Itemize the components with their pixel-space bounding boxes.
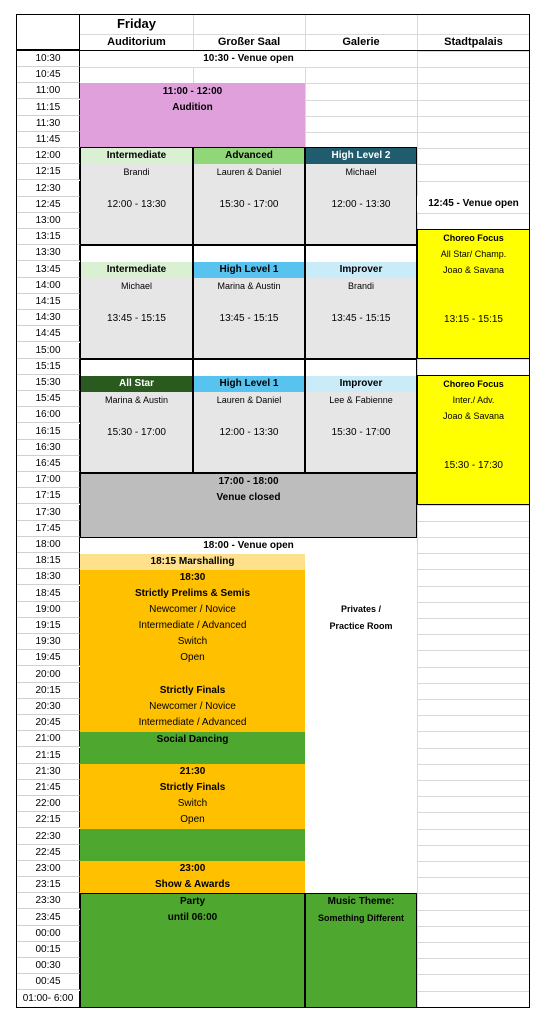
strictly-finals-2-line-2: Open [180,814,205,825]
class-all-star-head: All Star [118,378,154,389]
time-slot: 12:00 [16,148,80,164]
choreo-focus-2 [417,375,530,505]
music-theme-block [305,893,417,1008]
class-improver-2-teacher: Lee & Fabienne [329,395,393,405]
privates-block [305,554,417,894]
class-improver-1-head: Improver [339,264,383,275]
venue-open-1030-text: 10:30 - Venue open [203,53,294,64]
class-improver-1-teacher: Brandi [347,281,374,291]
class-advanced-1 [193,147,305,245]
time-slot: 10:30 [16,51,80,67]
time-slot: 11:15 [16,100,80,116]
choreo-focus-2-teacher: Joao & Savana [442,411,505,421]
social-dancing-block [80,732,305,764]
privates-label: Privates / [340,604,382,614]
strictly-finals-2-title: Strictly Finals [159,782,226,793]
time-slot: 19:00 [16,602,80,618]
time-slot: 14:45 [16,326,80,342]
time-slot: 22:15 [16,812,80,828]
time-slot: 17:30 [16,505,80,521]
time-slot: 11:00 [16,83,80,99]
venue-open-1800-block [80,538,417,554]
class-advanced-1-head: Advanced [225,150,273,161]
social-dancing-text: Social Dancing [156,734,229,745]
time-slot: 17:45 [16,521,80,537]
class-improver-2-head: Improver [339,378,383,389]
class-high-level-2-head: High Level 2 [331,150,391,161]
marshalling-text: 18:15 Marshalling [150,556,235,567]
time-slot: 00:45 [16,974,80,990]
class-intermediate-1-teacher: Brandi [123,167,150,177]
time-slot: 23:15 [16,877,80,893]
party-until: until 06:00 [167,912,218,923]
time-slot: 19:30 [16,634,80,650]
choreo-focus-1-level: All Star/ Champ. [440,249,507,259]
choreo-focus-1-time: 13:15 - 15:15 [444,314,503,325]
time-slot: 14:30 [16,310,80,326]
venue-open-1245-block [417,196,530,212]
class-intermediate-1 [80,147,193,245]
show-awards-block [80,861,305,893]
class-intermediate-1-time: 12:00 - 13:30 [107,199,166,210]
strictly-prelims-line-1: Newcomer / Novice [149,604,236,615]
show-awards-time: 23:00 [179,863,206,874]
social-gap-block [80,829,305,861]
time-slot: 17:15 [16,488,80,504]
time-slot: 22:00 [16,796,80,812]
time-slot: 21:30 [16,764,80,780]
time-slot: 15:15 [16,359,80,375]
choreo-focus-1-teacher: Joao & Savana [442,265,505,275]
strictly-finals-2-time: 21:30 [179,766,206,777]
time-slot: 19:15 [16,618,80,634]
strictly-prelims-title: Strictly Prelims & Semis [134,588,251,599]
class-all-star-time: 15:30 - 17:00 [107,427,166,438]
class-high-level-2 [305,147,417,245]
strictly-finals-2-block [80,764,305,829]
time-slot: 20:30 [16,699,80,715]
time-slot: 16:45 [16,456,80,472]
time-slot: 01:00- 6:00 [16,991,80,1008]
schedule-sheet [16,14,530,1008]
class-intermediate-2-head: Intermediate [106,264,167,275]
class-improver-1-time: 13:45 - 15:15 [331,313,391,324]
time-slot: 12:30 [16,181,80,197]
time-slot: 15:00 [16,343,80,359]
class-advanced-1-teacher: Lauren & Daniel [216,167,282,177]
strictly-finals-2-line-1: Switch [177,798,208,809]
class-improver-2 [305,359,417,473]
time-slot: 12:15 [16,164,80,180]
strictly-prelims-block [80,570,305,732]
time-slot: 21:45 [16,780,80,796]
time-slot: 16:00 [16,407,80,423]
time-slot: 18:00 [16,537,80,553]
room-header-stadtpalais: Stadtpalais [444,36,503,48]
class-high-level-1-a [193,245,305,359]
time-slot: 00:30 [16,958,80,974]
time-slot: 00:15 [16,942,80,958]
strictly-prelims-line-4: Open [180,652,205,663]
choreo-focus-1-head: Choreo Focus [443,233,504,243]
audition-label: Audition [172,102,213,113]
time-slot: 18:30 [16,569,80,585]
class-intermediate-1-head: Intermediate [106,150,167,161]
strictly-finals-1-line-1: Newcomer / Novice [149,701,236,712]
time-slot: 12:45 [16,197,80,213]
audition-time: 11:00 - 12:00 [162,86,223,97]
time-slot: 23:30 [16,893,80,909]
time-slot: 22:45 [16,845,80,861]
class-high-level-2-time: 12:00 - 13:30 [331,199,391,210]
room-header-galerie: Galerie [342,36,380,48]
time-slot: 15:30 [16,375,80,391]
room-header-grosser-saal: Großer Saal [217,36,281,48]
time-slot: 17:00 [16,472,80,488]
strictly-prelims-line-2: Intermediate / Advanced [138,620,247,631]
practice-room-label: Practice Room [329,621,393,631]
day-title: Friday [116,16,156,31]
class-high-level-1-a-head: High Level 1 [219,264,279,275]
music-theme-sub: Something Different [317,913,404,923]
party-label: Party [179,896,205,907]
time-slot: 00:00 [16,926,80,942]
class-high-level-1-b [193,359,305,473]
class-high-level-2-teacher: Michael [345,167,377,177]
music-theme-label: Music Theme: [327,896,395,907]
class-high-level-1-b-time: 12:00 - 13:30 [219,427,279,438]
time-slot: 23:00 [16,861,80,877]
time-slot: 13:00 [16,213,80,229]
header-corner [16,14,80,50]
class-intermediate-2 [80,245,193,359]
time-slot: 16:30 [16,440,80,456]
class-high-level-1-b-teacher: Lauren & Daniel [216,395,282,405]
class-high-level-1-a-teacher: Marina & Austin [217,281,281,291]
party-block [80,893,305,1008]
time-slot: 11:30 [16,116,80,132]
strictly-prelims-line-3: Switch [177,636,208,647]
class-improver-2-time: 15:30 - 17:00 [331,427,391,438]
class-all-star [80,359,193,473]
time-slot: 10:45 [16,67,80,83]
time-slot: 19:45 [16,650,80,666]
time-slot: 11:45 [16,132,80,148]
venue-open-1800-text: 18:00 - Venue open [203,540,294,551]
time-slot: 20:15 [16,683,80,699]
room-header-auditorium: Auditorium [107,36,166,48]
class-advanced-1-time: 15:30 - 17:00 [219,199,279,210]
strictly-finals-1-line-2: Intermediate / Advanced [138,717,247,728]
time-slot: 16:15 [16,424,80,440]
time-slot: 13:15 [16,229,80,245]
venue-open-1245-text: 12:45 - Venue open [428,198,519,209]
time-slot: 20:00 [16,667,80,683]
time-slot: 20:45 [16,715,80,731]
time-slot: 18:45 [16,586,80,602]
choreo-focus-2-level: Inter./ Adv. [452,395,495,405]
strictly-prelims-time: 18:30 [179,572,206,583]
class-intermediate-2-teacher: Michael [120,281,152,291]
venue-closed-block [80,473,417,538]
time-slot: 23:45 [16,910,80,926]
venue-closed-label: Venue closed [216,492,281,503]
time-slot: 15:45 [16,391,80,407]
time-slot: 13:45 [16,262,80,278]
time-slot: 18:15 [16,553,80,569]
choreo-focus-2-head: Choreo Focus [443,379,504,389]
class-high-level-1-b-head: High Level 1 [219,378,279,389]
strictly-finals-1-title: Strictly Finals [159,685,226,696]
venue-closed-time: 17:00 - 18:00 [218,476,279,487]
class-high-level-1-a-time: 13:45 - 15:15 [219,313,279,324]
audition-block [80,83,305,147]
venue-open-1030-block [80,51,417,67]
marshalling-block [80,554,305,570]
time-slot: 21:00 [16,731,80,747]
class-improver-1 [305,245,417,359]
time-slot: 22:30 [16,829,80,845]
choreo-focus-1 [417,229,530,359]
time-slot: 14:00 [16,278,80,294]
class-intermediate-2-time: 13:45 - 15:15 [107,313,166,324]
show-awards-label: Show & Awards [154,879,230,890]
time-slot: 21:15 [16,748,80,764]
time-slot: 14:15 [16,294,80,310]
time-slot: 13:30 [16,245,80,261]
choreo-focus-2-time: 15:30 - 17:30 [444,460,503,471]
class-all-star-teacher: Marina & Austin [104,395,169,405]
